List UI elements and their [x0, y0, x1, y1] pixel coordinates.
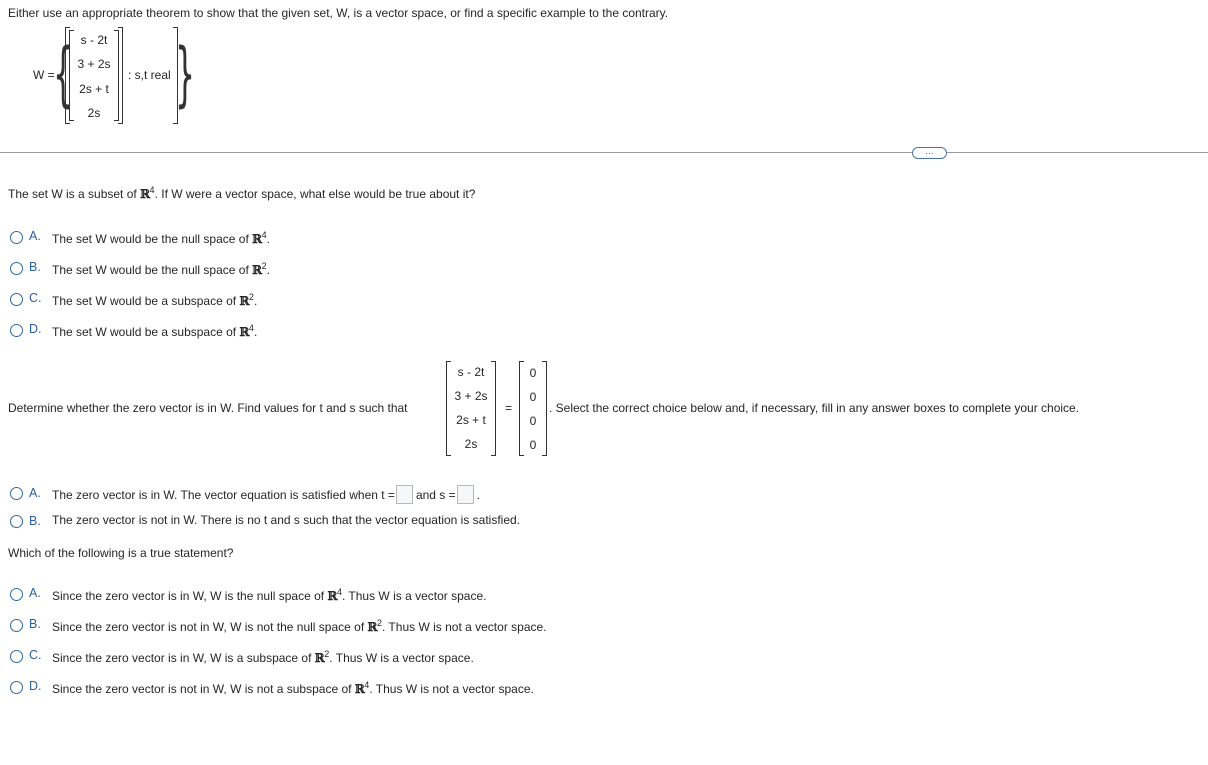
- radio-button[interactable]: [10, 588, 23, 601]
- radio-button[interactable]: [10, 619, 23, 632]
- q2-lhs-entry-2: 3 + 2s: [454, 389, 488, 403]
- instructions-text: Either use an appropriate theorem to show that the given set, W, is a vector space, or find a specific example to the contrary.: [8, 6, 669, 20]
- q2-lhs-entry-3: 2s + t: [456, 413, 486, 427]
- t-answer-box[interactable]: [396, 485, 413, 504]
- section-divider: [0, 152, 1208, 153]
- q2-rhs-entry-1: 0: [529, 366, 537, 380]
- radio-button[interactable]: [10, 324, 23, 337]
- radio-button[interactable]: [10, 515, 23, 528]
- q2-equals-sign: =: [505, 401, 513, 415]
- q2-lhs-entry-4: 2s: [464, 437, 478, 451]
- q2-lhs-vector: [446, 361, 496, 456]
- q2-prompt: Determine whether the zero vector is in W. Find values for t and s such that: [8, 401, 408, 415]
- radio-button[interactable]: [10, 231, 23, 244]
- q2-rhs-entry-3: 0: [529, 414, 537, 428]
- set-lhs: W =: [33, 68, 55, 82]
- set-entry-1: s - 2t: [80, 33, 108, 47]
- real-numbers-symbol: ℝ: [140, 187, 150, 201]
- set-entry-4: 2s: [87, 106, 101, 120]
- s-answer-box[interactable]: [457, 485, 474, 504]
- radio-button[interactable]: [10, 487, 23, 500]
- radio-button[interactable]: [10, 262, 23, 275]
- q2-lhs-entry-1: s - 2t: [457, 365, 485, 379]
- radio-button[interactable]: [10, 681, 23, 694]
- set-entry-2: 3 + 2s: [77, 57, 111, 71]
- set-vector: [69, 30, 119, 121]
- set-entry-3: 2s + t: [79, 82, 109, 96]
- left-brace-icon: {: [53, 33, 74, 115]
- right-brace-icon: }: [175, 33, 196, 115]
- more-button[interactable]: …: [912, 147, 947, 159]
- q2-instructions-suffix: . Select the correct choice below and, if necessary, fill in any answer boxes to complete your choice.: [549, 401, 1080, 415]
- radio-button[interactable]: [10, 650, 23, 663]
- radio-button[interactable]: [10, 293, 23, 306]
- q2-rhs-entry-2: 0: [529, 390, 537, 404]
- q1-prompt: The set W is a subset of ℝ$^4$. If W were a vector space, what else would be true about it?: [8, 185, 476, 201]
- q2-zero-vector: [519, 361, 547, 456]
- set-condition: : s,t real: [128, 68, 171, 82]
- q3-prompt: Which of the following is a true statement?: [8, 546, 234, 560]
- q2-rhs-entry-4: 0: [529, 438, 537, 452]
